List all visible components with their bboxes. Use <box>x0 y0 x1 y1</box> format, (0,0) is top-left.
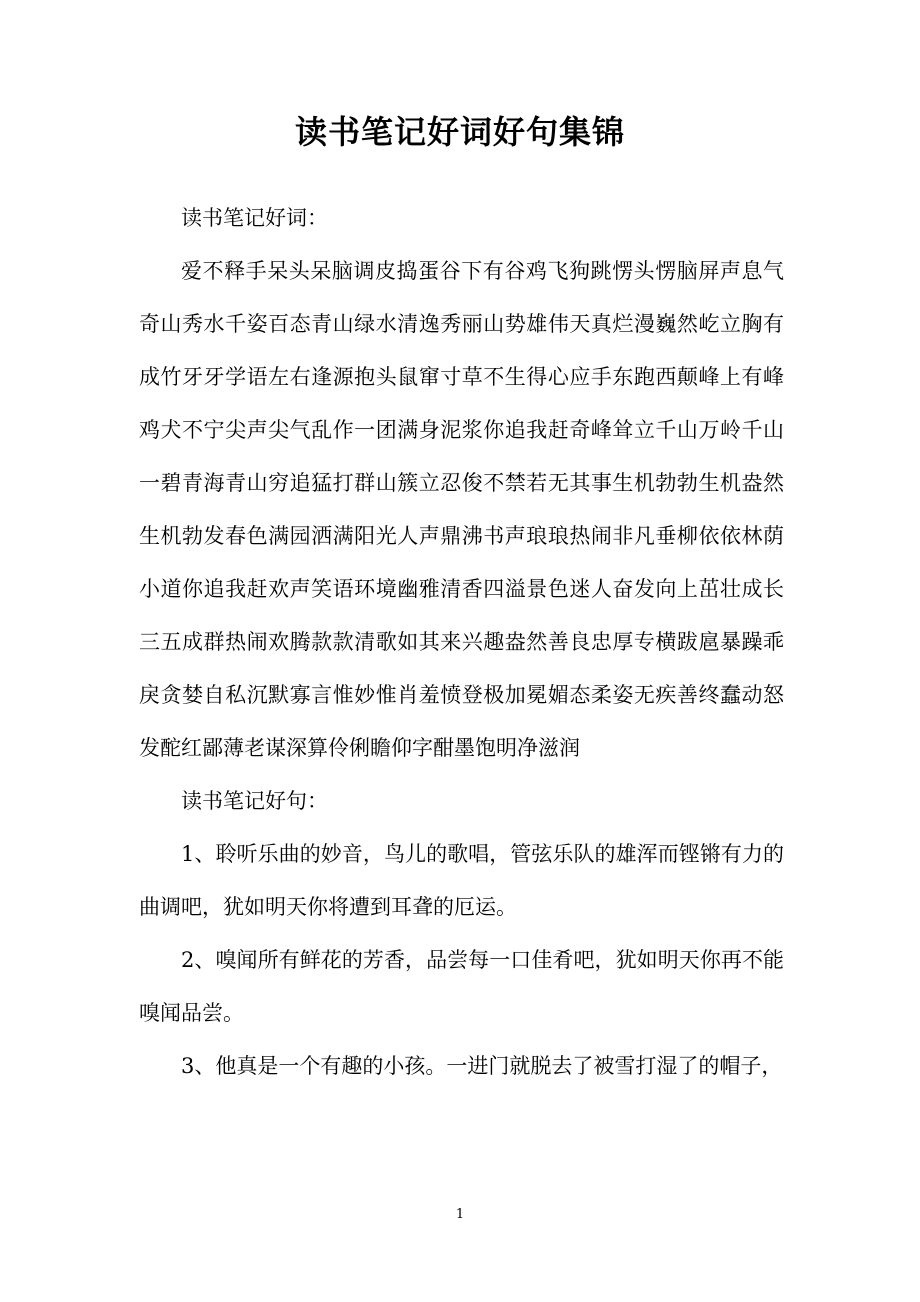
section-heading-good-sentences: 读书笔记好句： <box>181 789 328 813</box>
document-body <box>139 192 784 1093</box>
section-heading-good-words: 读书笔记好词： <box>181 206 328 230</box>
page-number: 1 <box>455 1207 465 1222</box>
sentence-item-3: 3、他真是一个有趣的小孩。一进门就脱去了被雪打湿了的帽子， <box>181 1054 783 1078</box>
good-words-paragraph: 爱不释手呆头呆脑调皮捣蛋谷下有谷鸡飞狗跳愣头愣脑屏声息气奇山秀水千姿百态青山绿水清逸秀丽山势雄伟天真烂漫巍然屹立胸有成竹牙牙学语左右逢源抱头鼠窜寸草不生得心应手东跑西颠峰上有峰鸡犬不宁尖声尖气乱作一团满身泥浆你追我赶奇峰耸立千山万岭千山一碧青海青山穷追猛打群山簇立忍俊不禁若无其事生机勃勃生机盎然生机勃发春色满园洒满阳光人声鼎沸书声琅琅热闹非凡垂柳依依林荫小道你追我赶欢声笑语环境幽雅清香四溢景色迷人奋发向上茁壮成长三五成群热闹欢腾款款清歌如其来兴趣盎然善良忠厚专横跋扈暴躁乖戾贪婪自私沉默寡言惟妙惟肖羞愤登极加冕媚态柔姿无疾善终蠢动怒发酡红鄙薄老谋深算伶俐瞻仰字酣墨饱明净滋润 <box>139 259 784 760</box>
document-title: 读书笔记好词好句集锦 <box>294 113 625 151</box>
sentence-item-2: 2、嗅闻所有鲜花的芳香，品尝每一口佳肴吧，犹如明天你再不能嗅闻品尝。 <box>139 948 784 1025</box>
sentence-item-1: 1、聆听乐曲的妙音，鸟儿的歌唱，管弦乐队的雄浑而铿锵有力的曲调吧，犹如明天你将遭到耳聋的厄运。 <box>139 842 784 919</box>
